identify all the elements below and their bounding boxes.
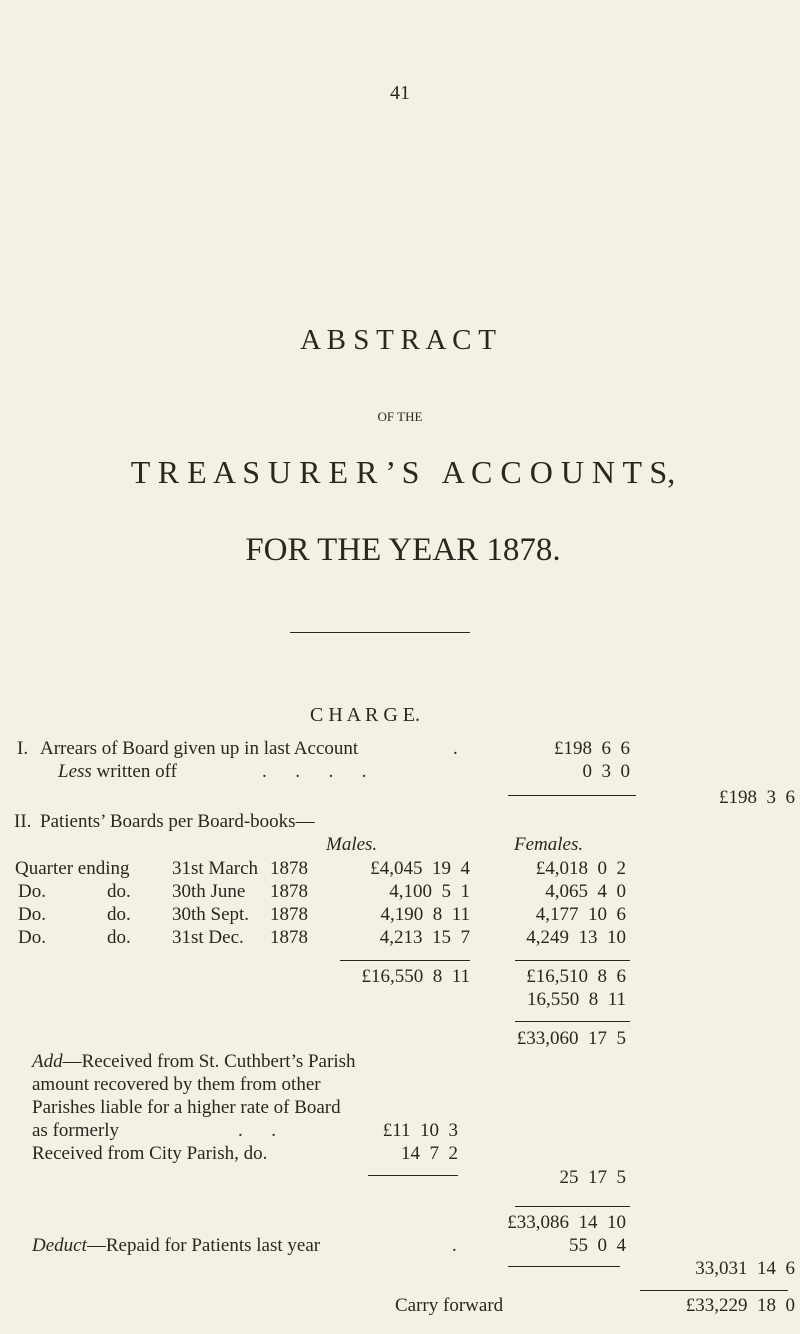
section-title: C H A R G E. bbox=[309, 704, 421, 726]
row-year: 1878 bbox=[270, 904, 308, 925]
add-line-1 bbox=[32, 1052, 356, 1071]
deduct-italic: Deduct bbox=[32, 1235, 87, 1256]
row-females: 4,249 13 10 bbox=[526, 927, 626, 948]
add-line-5-amount: 14 7 2 bbox=[401, 1143, 458, 1164]
males-total: £16,550 8 11 bbox=[361, 966, 470, 987]
deduct-rule bbox=[508, 1266, 620, 1267]
females-header: Females. bbox=[514, 834, 584, 855]
add-line-4-amount: £11 10 3 bbox=[382, 1120, 458, 1141]
row-quarter: Quarter ending bbox=[15, 858, 130, 879]
row-ditto: do. bbox=[107, 904, 131, 925]
row-females: 4,065 4 0 bbox=[545, 881, 626, 902]
row-ditto: do. bbox=[107, 927, 131, 948]
males-carried: 16,550 8 11 bbox=[526, 989, 626, 1010]
carry-amount: £33,229 18 0 bbox=[685, 1295, 795, 1316]
add-rule bbox=[368, 1175, 458, 1176]
subtotal-rule bbox=[515, 1206, 630, 1207]
item1-rule bbox=[508, 795, 636, 796]
row-females: 4,177 10 6 bbox=[535, 904, 626, 925]
document-title: A B S T R A C T bbox=[300, 324, 496, 356]
row-do: Do. bbox=[18, 904, 46, 925]
less-italic: Less bbox=[58, 761, 92, 782]
deduct-dot: . bbox=[452, 1235, 457, 1256]
males-rule bbox=[340, 960, 470, 961]
carry-rule bbox=[640, 1290, 788, 1291]
combined-rule bbox=[515, 1021, 630, 1022]
row-date: 31st Dec. bbox=[172, 927, 244, 948]
less-rest: written off bbox=[91, 761, 177, 782]
row-do: Do. bbox=[18, 881, 46, 902]
add-line-4: as formerly bbox=[32, 1120, 120, 1141]
item1-dot: . bbox=[453, 738, 458, 759]
heading-divider bbox=[290, 632, 470, 633]
row-males: 4,190 8 11 bbox=[380, 904, 470, 925]
subtotal: £33,086 14 10 bbox=[507, 1212, 626, 1233]
item2-numeral: II. bbox=[14, 811, 32, 832]
add-line-2: amount recovered by them from other bbox=[32, 1074, 321, 1095]
item1-less bbox=[58, 762, 177, 781]
row-males: 4,100 5 1 bbox=[389, 881, 470, 902]
subtitle-accounts: T R E A S U R E R ’ S A C C O U N T S, bbox=[130, 454, 676, 490]
row-year: 1878 bbox=[270, 881, 308, 902]
row-year: 1878 bbox=[270, 858, 308, 879]
subtitle-year: FOR THE YEAR 1878. bbox=[245, 532, 561, 568]
add-total: 25 17 5 bbox=[559, 1167, 626, 1188]
add-line-3: Parishes liable for a higher rate of Board bbox=[32, 1097, 341, 1118]
item2-label: Patients’ Boards per Board-books— bbox=[40, 811, 315, 832]
item1-total: £198 3 6 bbox=[719, 787, 795, 808]
deduct-net: 33,031 14 6 bbox=[695, 1258, 795, 1279]
item1-numeral: I. bbox=[17, 738, 29, 759]
row-year: 1878 bbox=[270, 927, 308, 948]
page-number: 41 bbox=[390, 82, 410, 104]
deduct-amount: 55 0 4 bbox=[569, 1235, 626, 1256]
females-total: £16,510 8 6 bbox=[526, 966, 626, 987]
item1-amount: £198 6 6 bbox=[554, 738, 630, 759]
add-line-4-dots: . . bbox=[238, 1120, 276, 1141]
item1-less-amount: 0 3 0 bbox=[582, 761, 630, 782]
row-males: 4,213 15 7 bbox=[379, 927, 470, 948]
males-header: Males. bbox=[326, 834, 378, 855]
item1-label: Arrears of Board given up in last Account bbox=[40, 738, 359, 759]
add-italic: Add bbox=[32, 1051, 63, 1072]
row-date: 31st March bbox=[172, 858, 259, 879]
row-females: £4,018 0 2 bbox=[535, 858, 626, 879]
row-do: Do. bbox=[18, 927, 46, 948]
deduct-line bbox=[32, 1236, 320, 1255]
subtitle-of-the: OF THE bbox=[377, 409, 423, 424]
row-date: 30th June bbox=[172, 881, 246, 902]
deduct-rest: —Repaid for Patients last year bbox=[86, 1235, 321, 1256]
add-line-5: Received from City Parish, do. bbox=[32, 1143, 268, 1164]
combined-total: £33,060 17 5 bbox=[516, 1028, 626, 1049]
add-rest: —Received from St. Cuthbert’s Parish bbox=[62, 1051, 356, 1072]
item1-less-dots: . . . . bbox=[262, 761, 367, 782]
row-males: £4,045 19 4 bbox=[370, 858, 470, 879]
females-rule bbox=[515, 960, 630, 961]
row-ditto: do. bbox=[107, 881, 131, 902]
carry-label: Carry forward bbox=[395, 1295, 504, 1316]
row-date: 30th Sept. bbox=[172, 904, 250, 925]
